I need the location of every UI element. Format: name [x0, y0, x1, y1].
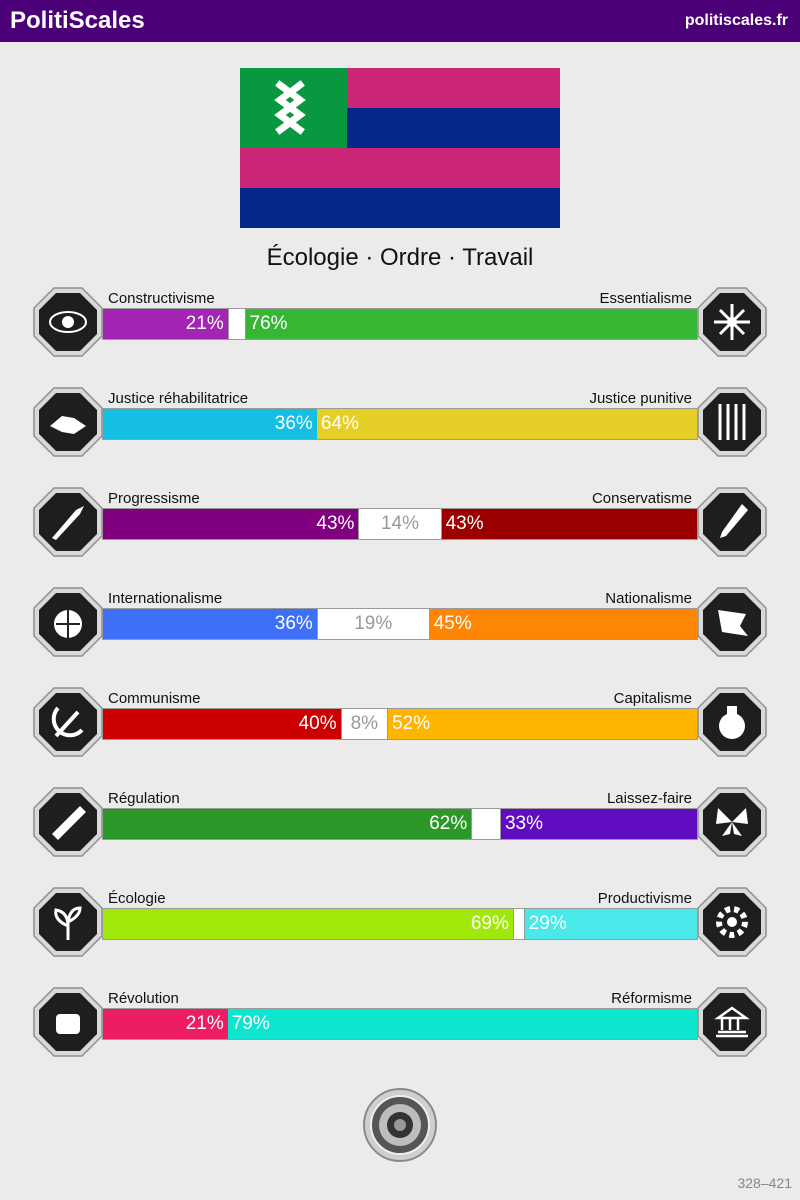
axis-row — [0, 586, 800, 666]
axis-row — [0, 786, 800, 866]
prison-bars-icon — [696, 386, 768, 458]
axis-left-segment: 40% — [103, 709, 341, 739]
axis-left-label: Écologie — [108, 890, 166, 907]
axis-left-segment: 36% — [103, 409, 317, 439]
axis-row — [0, 286, 800, 366]
axis-right-segment: 43% — [442, 509, 697, 539]
slogan-text: Écologie · Ordre · Travail — [266, 244, 534, 271]
parliament-icon — [696, 986, 768, 1058]
flower-icon — [696, 286, 768, 358]
axis-left-label: Progressisme — [108, 490, 200, 507]
axis-left-label: Constructivisme — [108, 290, 215, 307]
axis-neutral-segment: 14% — [358, 509, 441, 539]
axis-neutral-segment — [228, 309, 246, 339]
axis-right-segment: 45% — [430, 609, 697, 639]
axis-right-segment: 76% — [246, 309, 697, 339]
axis-right-label: Productivisme — [597, 890, 692, 907]
axis-right-label: Essentialisme — [599, 290, 692, 307]
gear-icon — [696, 886, 768, 958]
quill-icon — [696, 486, 768, 558]
axis-left-segment: 21% — [103, 1009, 228, 1039]
hammer-sickle-icon — [32, 686, 104, 758]
ruler-icon — [32, 786, 104, 858]
axis-bar — [102, 808, 698, 840]
header-bar — [0, 0, 800, 42]
axis-left-label: Régulation — [108, 790, 180, 807]
axis-neutral-segment — [471, 809, 501, 839]
axis-bar — [102, 908, 698, 940]
butterfly-icon — [696, 786, 768, 858]
axis-left-label: Internationalisme — [108, 590, 223, 607]
axis-right-label: Réformisme — [611, 990, 692, 1007]
fist-icon — [32, 986, 104, 1058]
axis-right-label: Justice punitive — [589, 390, 692, 407]
axis-left-segment: 43% — [103, 509, 358, 539]
axis-left-label: Justice réhabilitatrice — [108, 390, 249, 407]
axis-right-segment: 79% — [228, 1009, 697, 1039]
axis-left-segment: 21% — [103, 309, 228, 339]
axis-left-label: Révolution — [108, 990, 179, 1007]
axis-neutral-segment — [513, 909, 525, 939]
axis-left-segment: 69% — [103, 909, 513, 939]
axis-left-segment: 36% — [103, 609, 317, 639]
axis-right-label: Conservatisme — [591, 490, 692, 507]
axis-neutral-segment: 8% — [341, 709, 389, 739]
handshake-icon — [32, 386, 104, 458]
eye-icon — [32, 286, 104, 358]
axis-bar — [102, 508, 698, 540]
axis-right-segment: 33% — [501, 809, 697, 839]
axis-row — [0, 986, 800, 1066]
axis-bar — [102, 608, 698, 640]
axis-right-segment: 52% — [388, 709, 697, 739]
axis-row — [0, 486, 800, 566]
axis-row — [0, 386, 800, 466]
axis-bar — [102, 308, 698, 340]
seal-icon — [363, 1088, 437, 1162]
result-code: 328–421 — [737, 1175, 792, 1191]
rocket-icon — [32, 486, 104, 558]
brand-title[interactable]: PolitiScales — [10, 7, 145, 34]
axis-bar — [102, 408, 698, 440]
axis-neutral-segment: 19% — [317, 609, 430, 639]
result-flag — [240, 68, 560, 228]
axis-right-segment: 64% — [317, 409, 697, 439]
axis-bar — [102, 708, 698, 740]
globe-icon — [32, 586, 104, 658]
axis-right-segment: 29% — [525, 909, 697, 939]
axis-left-label: Communisme — [108, 690, 201, 707]
axis-right-label: Capitalisme — [613, 690, 692, 707]
axis-row — [0, 886, 800, 966]
money-bag-icon — [696, 686, 768, 758]
axis-left-segment: 62% — [103, 809, 471, 839]
axis-right-label: Laissez-faire — [606, 790, 692, 807]
site-url[interactable]: politiscales.fr — [684, 12, 788, 29]
axis-right-label: Nationalisme — [605, 590, 692, 607]
axis-row — [0, 686, 800, 766]
sprout-icon — [32, 886, 104, 958]
axis-bar — [102, 1008, 698, 1040]
flag-icon — [696, 586, 768, 658]
